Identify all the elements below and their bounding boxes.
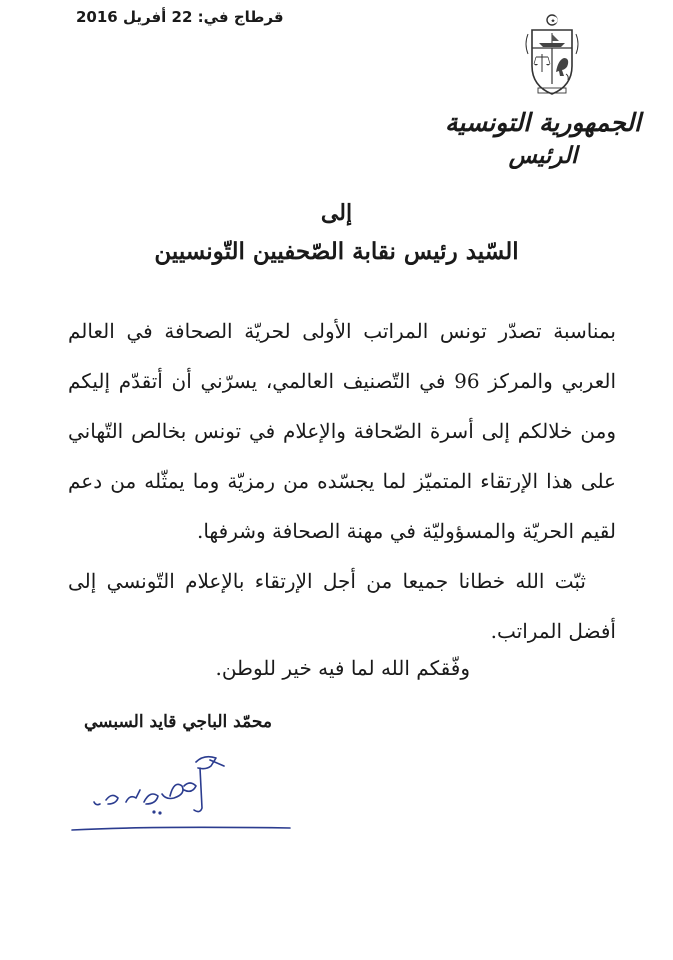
body-paragraph: بمناسبة تصدّر تونس المراتب الأولى لحريّة الصحافة في العالم العربي والمركز 96 في التّصنيف العالمي، يسرّني أن أتقدّم إليكم ومن خلالكم إلى أسرة الصّحافة والإعلام في تونس بخالص التّهاني على هذا الإرتقاء المتميّز لما يجسّده من رمزيّة وما يمثّله من دعم لقيم الحريّة والمسؤوليّة في مهنة الصحافة وشرفها. [68, 319, 617, 543]
republic-title: الجمهورية التونسية [445, 108, 641, 137]
letter-date: قرطاج في: 22 أفريل 2016 [76, 8, 284, 26]
president-title: الرئيس [508, 142, 578, 169]
addressee-prefix: إلى [320, 200, 353, 226]
closing-line: وفّقكم الله لما فيه خير للوطن. [215, 656, 470, 680]
body-paragraph: ثبّت الله خطانا جميعا من أجل الإرتقاء بالإعلام التّونسي إلى أفضل المراتب. [68, 569, 616, 643]
handwritten-signature-icon [66, 740, 296, 840]
addressee-title: السّيد رئيس نقابة الصّحفيين التّونسيين [154, 238, 519, 265]
signer-name: محمّد الباجي قايد السبسي [84, 712, 272, 732]
letterhead [443, 108, 643, 170]
tunisia-coat-of-arms-icon [522, 14, 582, 96]
letter-body [68, 306, 616, 656]
